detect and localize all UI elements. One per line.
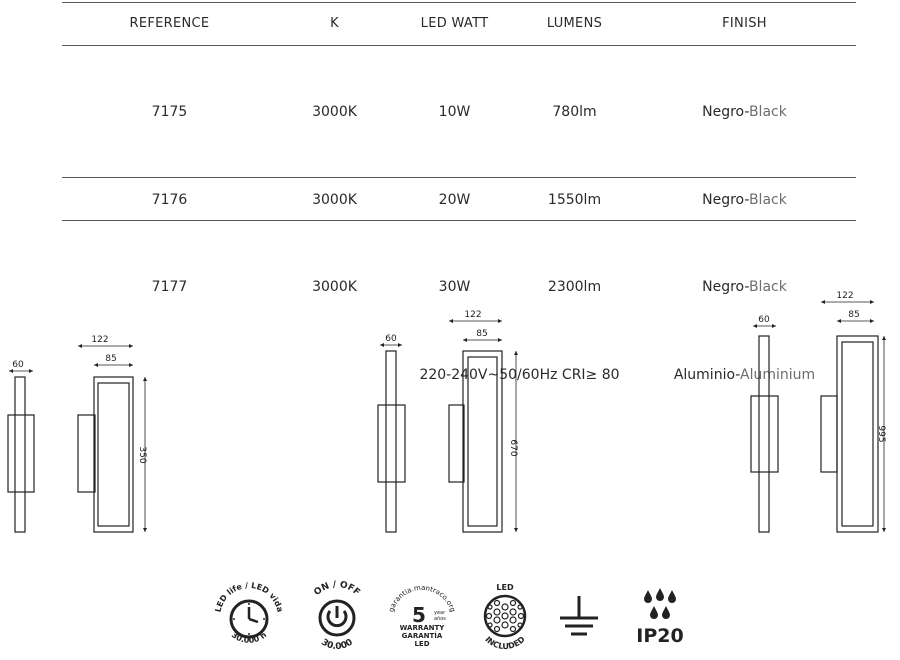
- body-material-secondary: Aluminium: [740, 367, 816, 383]
- header-lumens: LUMENS: [546, 16, 603, 31]
- water-drops-icon: [644, 588, 676, 619]
- finish-secondary: Black: [748, 279, 787, 295]
- on-off-cycles: 30.000: [319, 637, 355, 653]
- svg-text:ON / OFF: [312, 580, 361, 598]
- body-material-primary: Aluminio-: [673, 367, 741, 383]
- dim-height: 350: [137, 446, 147, 464]
- finish-primary: Negro-: [702, 192, 749, 208]
- drawing-995-side: [751, 326, 778, 532]
- warranty-line3: LED: [414, 640, 430, 648]
- warranty-url: garantia.mantraco.org: [387, 583, 457, 614]
- dim-depth: 60: [12, 360, 24, 370]
- finish-primary: Negro-: [702, 279, 749, 295]
- cell-k: 3000K: [312, 104, 357, 120]
- warranty-years: 5: [412, 603, 426, 627]
- cell-lumens: 780lm: [552, 104, 597, 120]
- header-k: K: [330, 16, 339, 31]
- svg-text:30.000 h: [230, 630, 269, 645]
- cell-lumens: 2300lm: [547, 279, 602, 295]
- dim-width-inner: 85: [105, 354, 117, 364]
- earth-ground-icon: [554, 578, 604, 656]
- warranty-line2: GARANTÍA: [401, 632, 443, 640]
- dim-width-inner: 85: [848, 310, 860, 320]
- finish-secondary: Black: [748, 192, 787, 208]
- led-life-hours: 30.000 h: [229, 630, 269, 645]
- led-included-top: LED: [496, 583, 514, 592]
- drawing-350-front: [78, 346, 145, 532]
- warranty-line1: WARRANTY: [399, 624, 445, 632]
- electrical-spec: 220-240V~50/60Hz CRI≥ 80: [419, 367, 620, 383]
- ip-rating-icon: [630, 578, 690, 656]
- led-included-bottom: INCLUDED: [483, 634, 527, 652]
- power-icon: [302, 578, 372, 656]
- warranty-icon: [384, 578, 460, 656]
- on-off-label: ON / OFF: [312, 579, 362, 598]
- dim-width-outer: 122: [464, 310, 482, 320]
- cell-reference: 7177: [151, 279, 188, 295]
- dim-height: 995: [876, 425, 886, 443]
- dim-width-outer: 122: [91, 335, 109, 345]
- cell-reference: 7175: [151, 104, 188, 120]
- clock-icon: [210, 578, 288, 656]
- led-chip-icon: [470, 578, 540, 656]
- dim-depth: 60: [385, 334, 397, 344]
- dim-depth: 60: [758, 315, 770, 325]
- drawing-350-side: [8, 371, 34, 532]
- header-reference: REFERENCE: [129, 16, 210, 31]
- led-life-label: LED life / LED vida: [213, 580, 285, 614]
- drawing-670-side: [378, 345, 405, 532]
- dim-width-inner: 85: [476, 329, 488, 339]
- cell-watt: 30W: [438, 279, 471, 295]
- drawing-670-front: [449, 321, 516, 532]
- ip-rating-label: IP20: [636, 625, 684, 647]
- dim-height: 670: [508, 439, 518, 457]
- header-finish: FINISH: [722, 16, 767, 31]
- finish-primary: Negro-: [702, 104, 749, 120]
- cell-k: 3000K: [312, 192, 357, 208]
- cell-reference: 7176: [151, 192, 188, 208]
- cell-watt: 10W: [438, 104, 471, 120]
- svg-text:30.000: [319, 637, 355, 652]
- drawing-995-front: [821, 302, 884, 532]
- warranty-years-unit-es: años: [434, 616, 446, 622]
- finish-secondary: Black: [748, 104, 787, 120]
- warranty-years-unit: year: [434, 610, 446, 616]
- cell-k: 3000K: [312, 279, 357, 295]
- header-led-watt: LED WATT: [420, 16, 489, 31]
- dim-width-outer: 122: [836, 291, 854, 301]
- feature-icons: [210, 578, 710, 656]
- cell-watt: 20W: [438, 192, 471, 208]
- cell-lumens: 1550lm: [547, 192, 602, 208]
